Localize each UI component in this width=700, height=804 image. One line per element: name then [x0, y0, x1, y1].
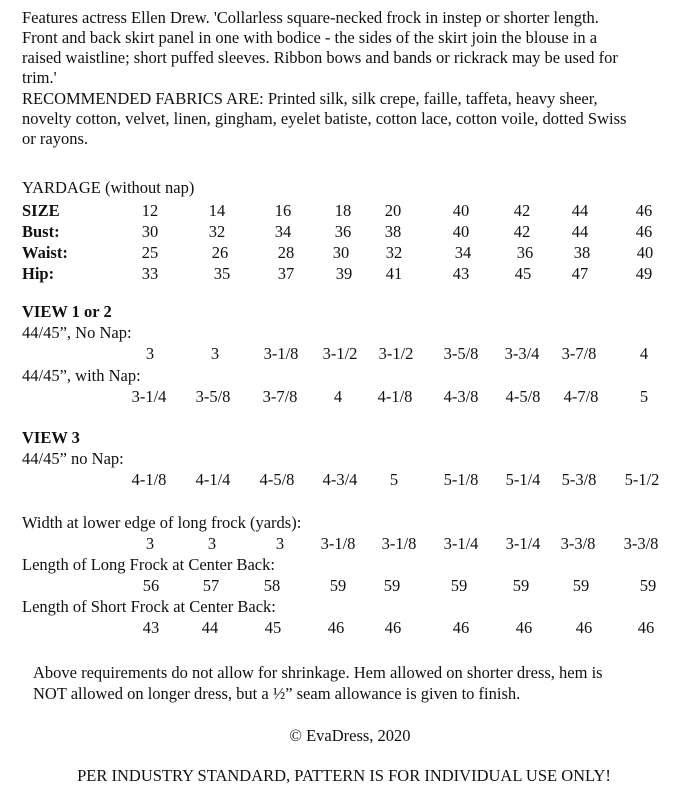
table-cell: 20 [384, 201, 402, 220]
table-cell: 3 [275, 534, 285, 553]
row-label: SIZE [22, 201, 60, 220]
with-nap-label: 44/45”, with Nap: [22, 366, 141, 385]
table-cell: 44 [571, 222, 589, 241]
table-cell: 43 [452, 264, 470, 283]
long-frock-label: Length of Long Frock at Center Back: [22, 555, 275, 574]
table-cell: 18 [334, 201, 352, 220]
table-cell: 59 [383, 576, 401, 595]
table-cell: 3 [145, 534, 155, 553]
table-cell: 3-1/8 [381, 534, 417, 553]
table-cell: 44 [201, 618, 219, 637]
table-cell: 3-1/4 [131, 387, 167, 406]
view-1-2-heading: VIEW 1 or 2 [22, 302, 112, 321]
table-cell: 4-5/8 [259, 470, 295, 489]
table-cell: 42 [513, 222, 531, 241]
table-cell: 59 [639, 576, 657, 595]
no-nap-label: 44/45”, No Nap: [22, 323, 132, 342]
table-cell: 4-3/4 [322, 470, 358, 489]
row-label: Hip: [22, 264, 55, 283]
table-cell: 28 [277, 243, 295, 262]
table-cell: 3-5/8 [443, 344, 479, 363]
long-frock-row [0, 575, 700, 597]
no-nap-row [0, 343, 700, 365]
table-cell: 57 [202, 576, 220, 595]
table-cell: 30 [332, 243, 350, 262]
table-cell: 46 [384, 618, 402, 637]
width-label: Width at lower edge of long frock (yards): [22, 513, 302, 532]
table-cell: 16 [274, 201, 292, 220]
table-cell: 25 [141, 243, 159, 262]
table-cell: 41 [385, 264, 403, 283]
table-cell: 4-1/8 [131, 470, 167, 489]
table-cell: 5-3/8 [561, 470, 597, 489]
table-cell: 3-7/8 [262, 387, 298, 406]
table-cell: 3-3/8 [623, 534, 659, 553]
table-cell: 46 [452, 618, 470, 637]
table-cell: 40 [452, 201, 470, 220]
table-cell: 34 [274, 222, 292, 241]
table-cell: 46 [637, 618, 655, 637]
intro-line: Front and back skirt panel in one with bodice - the sides of the skirt join the blouse in a [22, 28, 598, 47]
table-cell: 38 [384, 222, 402, 241]
table-cell: 3-5/8 [195, 387, 231, 406]
table-cell: 4-3/8 [443, 387, 479, 406]
table-cell: 4-5/8 [505, 387, 541, 406]
note-line: Above requirements do not allow for shrinkage. Hem allowed on shorter dress, hem is [33, 663, 603, 682]
table-cell: 3-1/4 [505, 534, 541, 553]
table-cell: 26 [211, 243, 229, 262]
no-nap-row [0, 469, 700, 491]
footer-notice: PER INDUSTRY STANDARD, PATTERN IS FOR INDIVIDUAL USE ONLY! [77, 766, 611, 785]
table-cell: 42 [513, 201, 531, 220]
table-cell: 49 [635, 264, 653, 283]
table-cell: 3-3/8 [560, 534, 596, 553]
width-row [0, 533, 700, 555]
table-row [0, 200, 700, 222]
table-cell: 40 [636, 243, 654, 262]
table-cell: 3-7/8 [561, 344, 597, 363]
fabrics-line: or rayons. [22, 129, 88, 148]
table-cell: 3-1/2 [378, 344, 414, 363]
note-line: NOT allowed on longer dress, but a ½” seam allowance is given to finish. [33, 684, 521, 703]
table-cell: 3 [210, 344, 220, 363]
table-cell: 32 [385, 243, 403, 262]
table-cell: 3-1/8 [320, 534, 356, 553]
short-frock-label: Length of Short Frock at Center Back: [22, 597, 276, 616]
table-cell: 35 [213, 264, 231, 283]
copyright: © EvaDress, 2020 [289, 726, 411, 745]
table-cell: 59 [512, 576, 530, 595]
table-row [0, 221, 700, 243]
table-cell: 33 [141, 264, 159, 283]
table-cell: 39 [335, 264, 353, 283]
table-cell: 3-1/4 [443, 534, 479, 553]
table-cell: 45 [264, 618, 282, 637]
table-cell: 59 [329, 576, 347, 595]
table-cell: 45 [514, 264, 532, 283]
yardage-heading: YARDAGE (without nap) [22, 178, 195, 197]
table-row [0, 242, 700, 264]
table-cell: 46 [327, 618, 345, 637]
table-cell: 32 [208, 222, 226, 241]
intro-line: trim.' [22, 68, 57, 87]
table-cell: 46 [635, 222, 653, 241]
table-cell: 44 [571, 201, 589, 220]
table-cell: 59 [450, 576, 468, 595]
table-cell: 47 [571, 264, 589, 283]
row-label: Bust: [22, 222, 60, 241]
table-cell: 3 [207, 534, 217, 553]
fabrics-line: RECOMMENDED FABRICS ARE: Printed silk, silk crepe, faille, taffeta, heavy sheer, [22, 89, 598, 108]
table-cell: 46 [635, 201, 653, 220]
table-cell: 14 [208, 201, 226, 220]
table-cell: 5-1/8 [443, 470, 479, 489]
table-cell: 34 [454, 243, 472, 262]
table-cell: 4 [333, 387, 343, 406]
table-cell: 5 [389, 470, 399, 489]
with-nap-row [0, 386, 700, 408]
table-cell: 43 [142, 618, 160, 637]
table-cell: 36 [516, 243, 534, 262]
table-cell: 59 [572, 576, 590, 595]
table-cell: 38 [573, 243, 591, 262]
table-cell: 3-1/8 [263, 344, 299, 363]
table-cell: 4-1/4 [195, 470, 231, 489]
intro-line: raised waistline; short puffed sleeves. Ribbon bows and bands or rickrack may be used for [22, 48, 618, 67]
table-cell: 4-1/8 [377, 387, 413, 406]
table-cell: 5 [639, 387, 649, 406]
table-cell: 58 [263, 576, 281, 595]
intro-line: Features actress Ellen Drew. 'Collarless square-necked frock in instep or shorter length. [22, 8, 599, 27]
table-cell: 56 [142, 576, 160, 595]
table-cell: 40 [452, 222, 470, 241]
table-cell: 4 [639, 344, 649, 363]
row-label: Waist: [22, 243, 68, 262]
short-frock-row [0, 617, 700, 639]
table-cell: 3-1/2 [322, 344, 358, 363]
table-cell: 12 [141, 201, 159, 220]
table-cell: 46 [575, 618, 593, 637]
table-cell: 36 [334, 222, 352, 241]
no-nap-label: 44/45” no Nap: [22, 449, 124, 468]
table-cell: 30 [141, 222, 159, 241]
table-cell: 37 [277, 264, 295, 283]
table-cell: 3-3/4 [504, 344, 540, 363]
fabrics-line: novelty cotton, velvet, linen, gingham, eyelet batiste, cotton lace, cotton voile, dotted Swiss [22, 109, 627, 128]
table-cell: 4-7/8 [563, 387, 599, 406]
view-3-heading: VIEW 3 [22, 428, 80, 447]
table-cell: 5-1/4 [505, 470, 541, 489]
table-cell: 3 [145, 344, 155, 363]
table-cell: 5-1/2 [624, 470, 660, 489]
table-row [0, 263, 700, 285]
table-cell: 46 [515, 618, 533, 637]
